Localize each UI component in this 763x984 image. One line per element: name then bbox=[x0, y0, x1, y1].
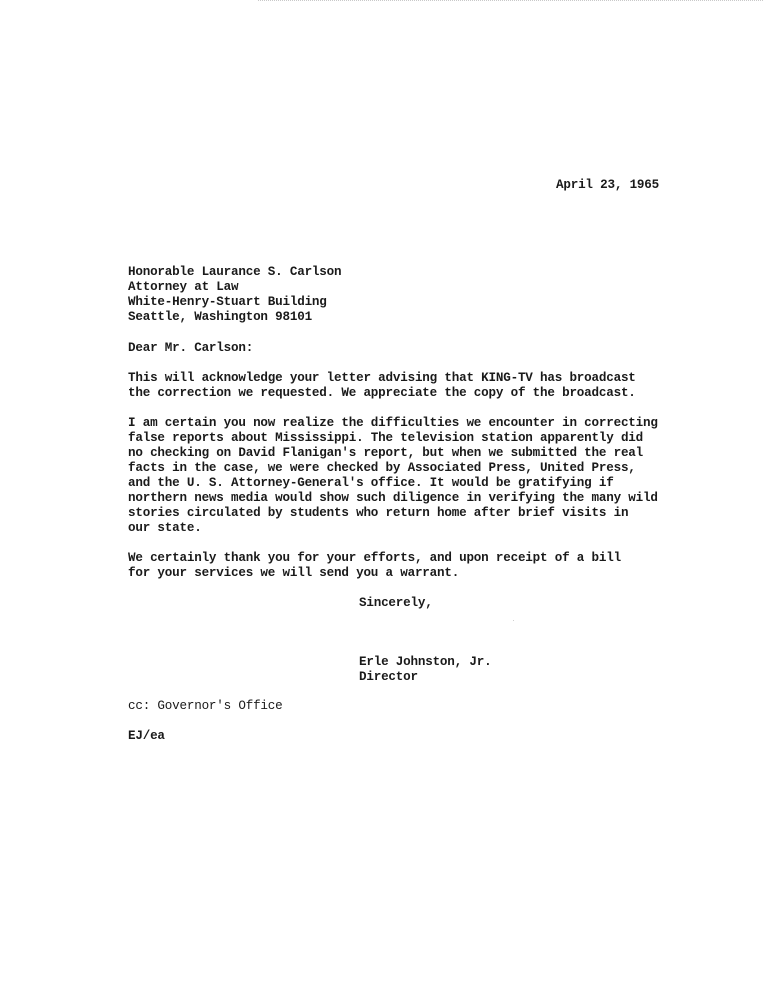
paragraph2-line-8: our state. bbox=[128, 521, 202, 535]
recipient-line-4: Seattle, Washington 98101 bbox=[128, 310, 312, 324]
paragraph2-line-4: facts in the case, we were checked by Associated Press, United Press, bbox=[128, 461, 636, 475]
paragraph2-line-5: and the U. S. Attorney-General's office. It would be gratifying if bbox=[128, 476, 614, 490]
closing: Sincerely, bbox=[359, 596, 433, 610]
recipient-line-3: White-Henry-Stuart Building bbox=[128, 295, 327, 309]
recipient-line-2: Attorney at Law bbox=[128, 280, 239, 294]
paragraph2-line-1: I am certain you now realize the difficulties we encounter in correcting bbox=[128, 416, 658, 430]
page-top-edge bbox=[258, 0, 763, 3]
cc-line: cc: Governor's Office bbox=[128, 699, 283, 713]
paragraph2-line-2: false reports about Mississippi. The television station apparently did bbox=[128, 431, 644, 445]
paragraph3-line-1: We certainly thank you for your efforts, and upon receipt of a bill bbox=[128, 551, 621, 565]
recipient-line-1: Honorable Laurance S. Carlson bbox=[128, 265, 342, 279]
typist-initials: EJ/ea bbox=[128, 729, 165, 743]
paragraph3-line-2: for your services we will send you a warrant. bbox=[128, 566, 460, 580]
scan-speck bbox=[513, 620, 514, 621]
paragraph2-line-6: northern news media would show such diligence in verifying the many wild bbox=[128, 491, 658, 505]
salutation: Dear Mr. Carlson: bbox=[128, 341, 254, 355]
paragraph2-line-3: no checking on David Flanigan's report, but when we submitted the real bbox=[128, 446, 644, 460]
paragraph2-line-7: stories circulated by students who return home after brief visits in bbox=[128, 506, 629, 520]
signer-name: Erle Johnston, Jr. bbox=[359, 655, 492, 669]
signer-title: Director bbox=[359, 670, 418, 684]
paragraph1-line-2: the correction we requested. We appreciate the copy of the broadcast. bbox=[128, 386, 636, 400]
paragraph1-line-1: This will acknowledge your letter advising that KING-TV has broadcast bbox=[128, 371, 636, 385]
letter-date: April 23, 1965 bbox=[556, 178, 660, 192]
